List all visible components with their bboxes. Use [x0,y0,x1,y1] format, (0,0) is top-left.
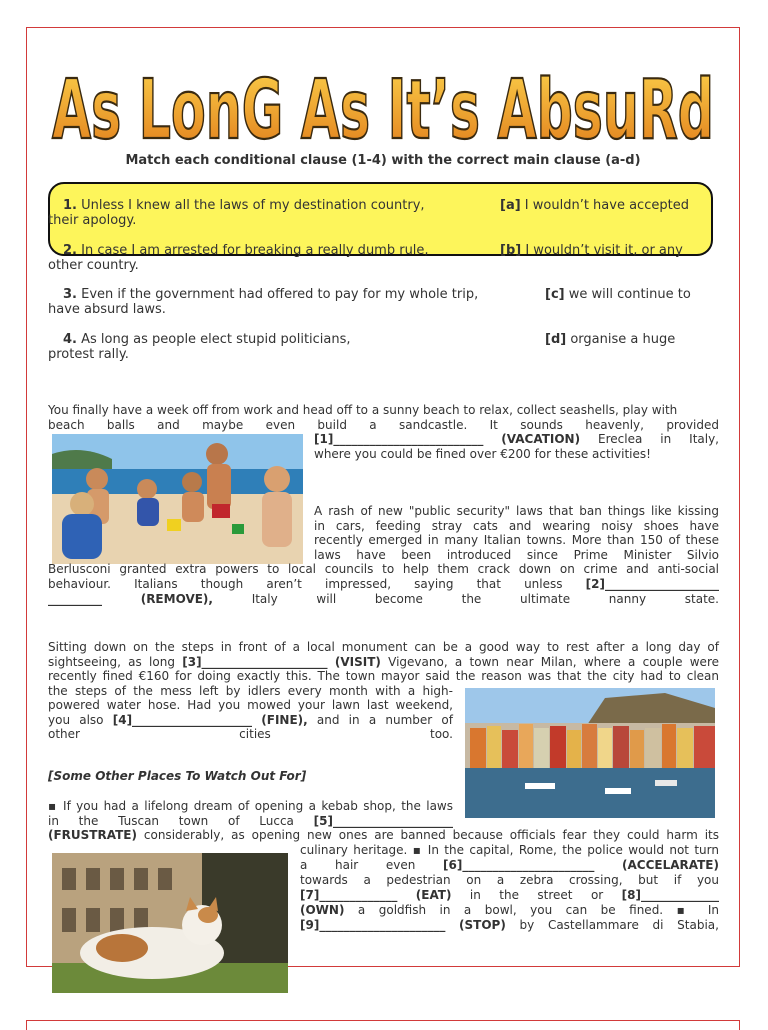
match-item-2: 2. In case I am arrested for breaking a really dumb rule, other country. [b] I wouldn’t visit it, or any [48,243,683,273]
title-text: As LonG As It’s AbsuRd [52,63,714,154]
paragraph-laws-line7: _________ (REMOVE), Italy will become the ultimate nanny state. [48,592,719,606]
cue-eat: (EAT) [415,888,452,902]
paragraph-laws-line5: Berlusconi granted extra powers to local councils to help them crack down on crime and anti-social [48,562,719,576]
next-page-border [26,1020,740,1030]
paragraph-beach-line4: where you could be fined over €200 for these activities! [314,447,651,461]
blank-2[interactable]: [2]___________________ [585,577,719,591]
paragraph-laws-line1: A rash of new "public security" laws that ban things like kissing [314,504,719,518]
paragraph-beach-line1: You finally have a week off from work and head off to a sunny beach to relax, collect seashells, play with [48,403,678,417]
blank-1[interactable]: [1]_________________________ [314,432,484,446]
cue-visit: (VISIT) [334,655,381,669]
paragraph-laws-line3: recently emerged in many Italian towns. More than 150 of these [314,533,719,547]
cue-own: (OWN) [300,903,345,917]
paragraph-places-line6: towards a pedestrian on a zebra crossing, but if you [300,873,719,887]
cue-frustrate: (FRUSTRATE) [48,828,137,842]
italian-harbour-image [465,688,715,818]
paragraph-beach-line2: beach balls and maybe even build a sandcastle. It sounds heavenly, provided [48,418,719,432]
paragraph-places-line4: culinary heritage. ▪ In the capital, Rome, the police would not turn [300,843,719,857]
match-item-4: 4. As long as people elect stupid politicians, protest rally. [d] organise a huge [48,332,676,362]
match-item-3: 3. Even if the government had offered to pay for my whole trip, have absurd laws. [c] we will continue to [48,287,691,317]
blank-9[interactable]: [9]_____________________ [300,918,446,932]
beach-children-image [52,434,303,564]
blank-5[interactable]: [5]____________________ [313,814,453,828]
blank-8[interactable]: [8]_____________ [621,888,719,902]
colosseum-cat-image [52,853,288,993]
worksheet-title [48,58,718,154]
instructions: Match each conditional clause (1-4) with the correct main clause (a-d) [125,153,641,168]
cue-accelarate: (ACCELARATE) [622,858,719,872]
cue-fine: (FINE), [261,713,308,727]
paragraph-steps-line7: other cities too. [48,727,453,741]
paragraph-steps-line6: you also [4]____________________ (FINE), and in a number of [48,713,453,727]
cue-vacation: (VACATION) [501,432,581,446]
paragraph-places-line5: a hair even [6]______________________ (ACCELARATE) [300,858,719,872]
paragraph-places-line2: in the Tuscan town of Lucca [5]____________________ [48,814,453,828]
match-item-1: 1. Unless I knew all the laws of my destination country, their apology. [a] I wouldn’t have accepted [48,198,689,228]
paragraph-places-line1: ▪ If you had a lifelong dream of opening a kebab shop, the laws [48,799,453,813]
paragraph-beach-line3: [1]_________________________ (VACATION) Ereclea in Italy, [314,432,719,446]
paragraph-laws-line4: laws have been introduced since Prime Minister Silvio [314,548,719,562]
blank-3[interactable]: [3]_____________________ [182,655,328,669]
paragraph-places-line9: [9]_____________________ (STOP) by Castellammare di Stabia, [300,918,719,932]
blank-7[interactable]: [7]_____________ [300,888,398,902]
paragraph-places-line8: (OWN) a goldfish in a bowl, you can be fined. ▪ In [300,903,719,917]
section-heading: [Some Other Places To Watch Out For] [48,769,307,783]
paragraph-steps-line2: sightseeing, as long [3]_____________________ (VISIT) Vigevano, a town near Milan, where a couple were [48,655,719,669]
paragraph-laws-line6: behaviour. Italians though aren’t impressed, saying that unless [2]___________________ [48,577,719,591]
cue-remove: (REMOVE), [140,592,213,606]
paragraph-places-line3: (FRUSTRATE) considerably, as opening new ones are banned because officials fear they could harm its [48,828,719,842]
paragraph-steps-line5: powered water hose. Had you mowed your lawn last weekend, [48,698,453,712]
cue-stop: (STOP) [459,918,506,932]
paragraph-steps-line4: the steps of the mess left by idlers every month with a high- [48,684,453,698]
paragraph-places-line7: [7]_____________ (EAT) in the street or [8]_____________ [300,888,719,902]
paragraph-steps-line1: Sitting down on the steps in front of a local monument can be a good way to rest after a long day of [48,640,719,654]
paragraph-steps-line3: recently fined €160 for doing exactly this. The town mayor said the reason was that the city had to clean [48,669,719,683]
paragraph-laws-line2: in cars, feeding stray cats and wearing noisy shoes have [314,519,719,533]
blank-4[interactable]: [4]____________________ [112,713,253,727]
blank-6[interactable]: [6]______________________ [443,858,595,872]
